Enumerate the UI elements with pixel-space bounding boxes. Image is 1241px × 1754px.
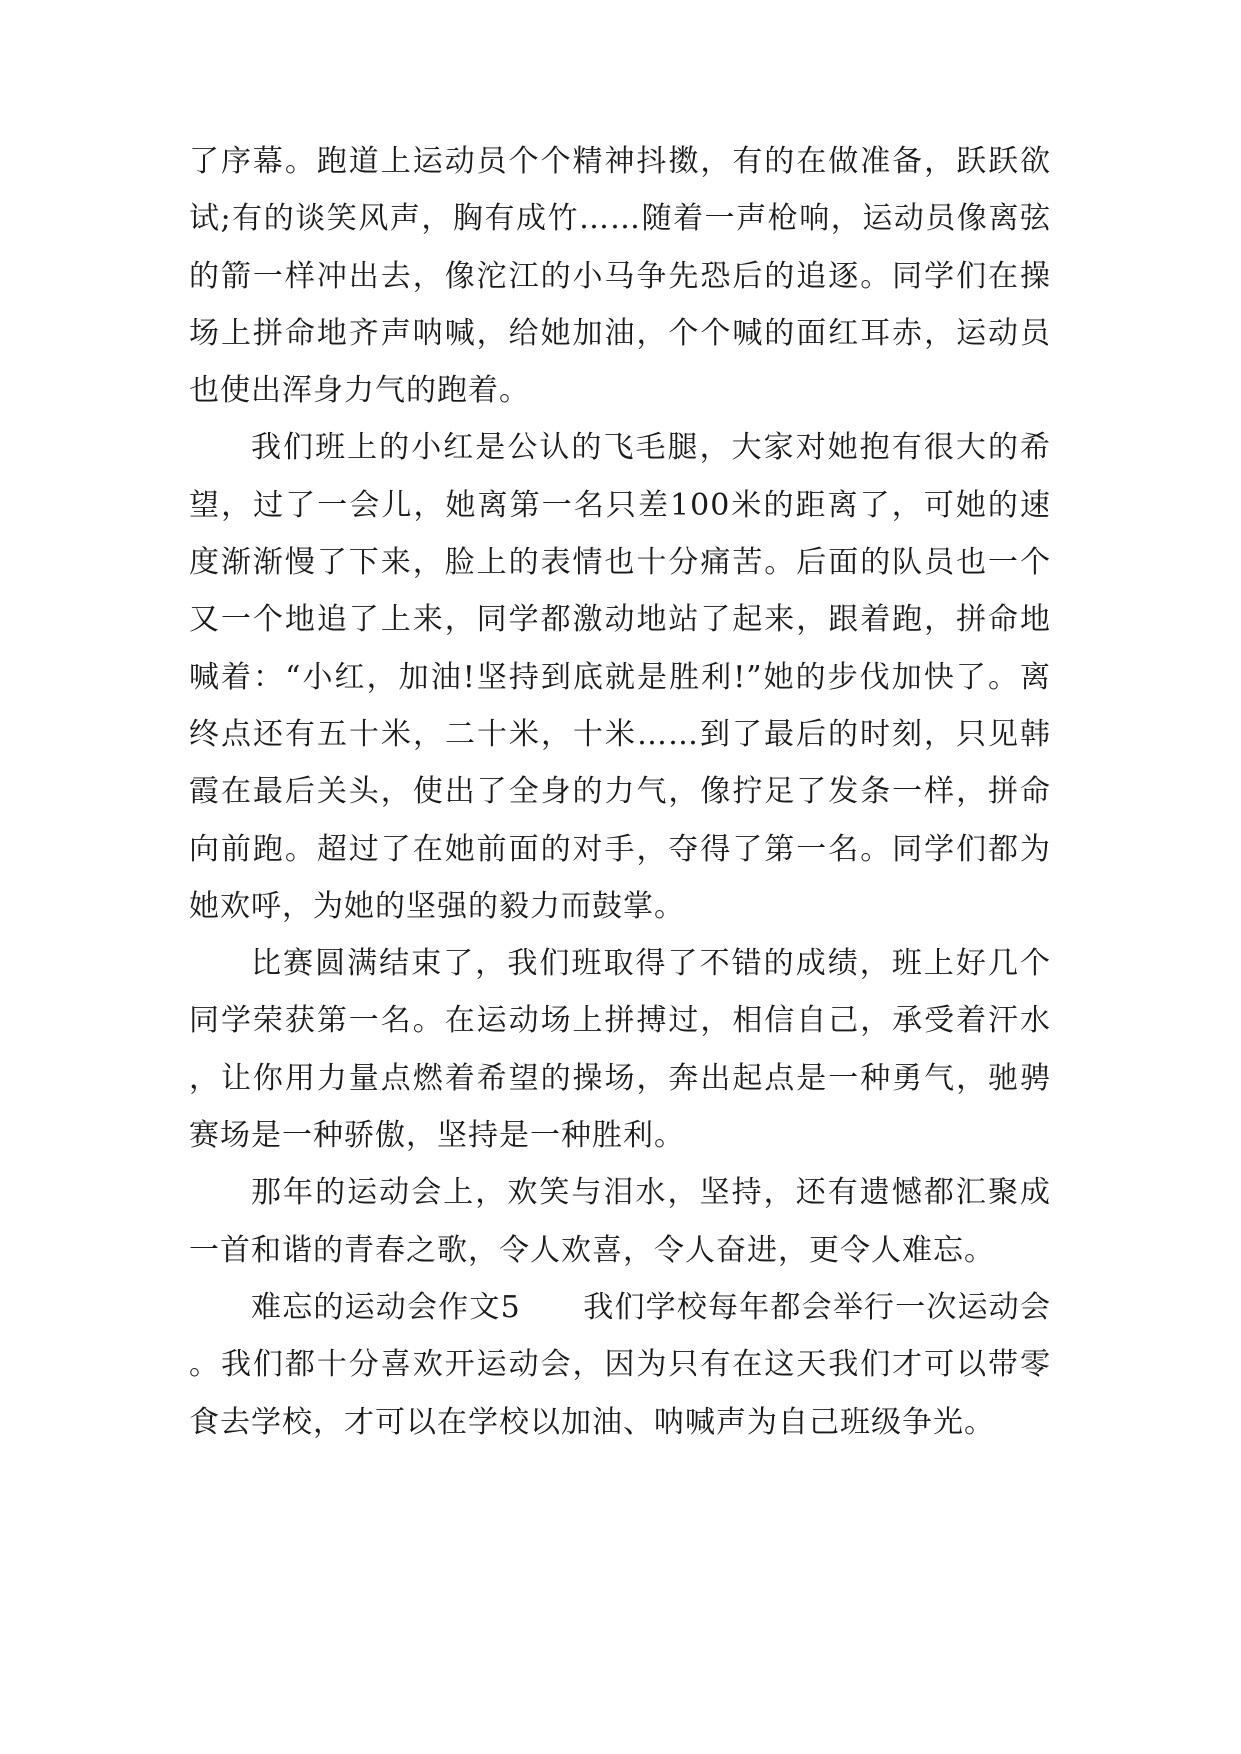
paragraph-3: 比赛圆满结束了，我们班取得了不错的成绩，班上好几个同学荣获第一名。在运动场上拼搏过，相信自己，承受着汗水，让你用力量点燃着希望的操场，奔出起点是一种勇气，驰骋赛场是一种骄傲，坚持是一种胜利。 [189,946,1051,1154]
paragraph-5: 难忘的运动会作文5 我们学校每年都会举行一次运动会。我们都十分喜欢开运动会，因为只有在这天我们才可以带零食去学校，才可以在学校以加油、呐喊声为自己班级争光。 [189,1289,1051,1440]
paragraph-2: 我们班上的小红是公认的飞毛腿，大家对她抱有很大的希望，过了一会儿，她离第一名只差100米的距离了，可她的速度渐渐慢了下来，脸上的表情也十分痛苦。后面的队员也一个又一个地追了上来，同学都激动地站了起来，跟着跑，拼命地喊着：“小红，加油!坚持到底就是胜利!”她的步伐加快了。离终点还有五十米，二十米，十米……到了最后的时刻，只见韩霞在最后关头，使出了全身的力气，像拧足了发条一样，拼命向前跑。超过了在她前面的对手，夺得了第一名。同学们都为她欢呼，为她的坚强的毅力而鼓掌。 [189,430,1051,924]
document-body [189,133,1051,1451]
paragraph-1: 了序幕。跑道上运动员个个精神抖擞，有的在做准备，跃跃欲试;有的谈笑风声，胸有成竹……随着一声枪响，运动员像离弦的箭一样冲出去，像沱江的小马争先恐后的追逐。同学们在操场上拼命地齐声呐喊，给她加油，个个喊的面红耳赤，运动员也使出浑身力气的跑着。 [189,144,1051,409]
paragraph-4: 那年的运动会上，欢笑与泪水，坚持，还有遗憾都汇聚成一首和谐的青春之歌，令人欢喜，令人奋进，更令人难忘。 [189,1175,1051,1268]
